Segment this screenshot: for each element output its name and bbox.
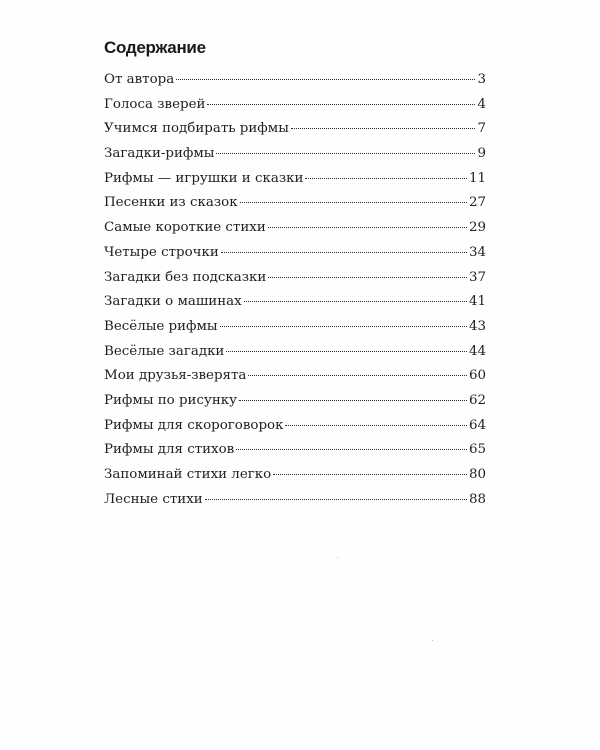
toc-entry-title: Учимся подбирать рифмы — [104, 121, 289, 137]
dot-leader — [216, 153, 475, 154]
toc-entry-page: 34 — [468, 244, 486, 260]
toc-entry — [104, 319, 486, 344]
toc-entry-page: 44 — [468, 343, 486, 359]
toc-entry-title: Лесные стихи — [104, 491, 203, 507]
toc-entry — [104, 442, 486, 467]
toc-entry-page: 27 — [468, 195, 486, 211]
dot-leader — [291, 128, 476, 129]
toc-entry-title: Голоса зверей — [104, 96, 206, 112]
toc-entry — [104, 220, 486, 245]
toc-entry-title: Загадки-рифмы — [104, 146, 215, 162]
dot-leader — [268, 277, 467, 278]
toc-entry — [104, 467, 486, 492]
toc-entry-page: 88 — [468, 491, 486, 507]
dot-leader — [244, 301, 467, 302]
toc-entry-title: Рифмы по рисунку — [104, 392, 238, 408]
table-of-contents — [104, 72, 486, 516]
toc-entry — [104, 97, 486, 122]
toc-entry — [104, 393, 486, 418]
toc-entry — [104, 368, 486, 393]
dot-leader — [285, 425, 467, 426]
toc-entry — [104, 121, 486, 146]
dot-leader — [248, 375, 467, 376]
dot-leader — [273, 474, 467, 475]
toc-entry-title: Весёлые загадки — [104, 343, 225, 359]
dot-leader — [226, 351, 467, 352]
toc-entry-title: От автора — [104, 72, 175, 87]
toc-entry-page: 7 — [477, 121, 486, 137]
toc-entry-page: 4 — [477, 96, 486, 112]
toc-entry — [104, 245, 486, 270]
toc-entry-title: Рифмы — игрушки и сказки — [104, 170, 304, 186]
toc-entry — [104, 344, 486, 369]
toc-entry-page: 62 — [468, 392, 486, 408]
dot-leader — [268, 227, 467, 228]
dot-leader — [236, 449, 467, 450]
dot-leader — [305, 178, 467, 179]
paper-speck — [337, 557, 338, 558]
toc-entry-title: Запоминай стихи легко — [104, 467, 272, 482]
dot-leader — [205, 499, 467, 500]
toc-entry-page: 9 — [477, 146, 486, 162]
toc-entry — [104, 146, 486, 171]
toc-entry-page: 3 — [477, 72, 486, 87]
toc-entry-title: Четыре строчки — [104, 244, 219, 260]
dot-leader — [240, 202, 467, 203]
toc-entry-page: 80 — [468, 467, 486, 482]
dot-leader — [220, 326, 467, 327]
toc-entry-title: Рифмы для стихов — [104, 442, 235, 458]
toc-entry-title: Загадки о машинах — [104, 294, 242, 310]
dot-leader — [239, 400, 467, 401]
toc-entry-title: Мои друзья-зверята — [104, 368, 247, 384]
toc-entry-page: 60 — [468, 368, 486, 384]
toc-entry-page: 41 — [468, 294, 486, 310]
toc-entry-title: Песенки из сказок — [104, 195, 238, 211]
dot-leader — [176, 79, 475, 80]
toc-entry — [104, 492, 486, 517]
toc-entry-page: 29 — [468, 220, 486, 236]
toc-entry — [104, 195, 486, 220]
toc-entry-title: Загадки без подсказки — [104, 269, 267, 285]
dot-leader — [207, 104, 475, 105]
dot-leader — [221, 252, 467, 253]
paper-speck — [432, 640, 433, 641]
page-title: Содержание — [104, 38, 206, 57]
toc-entry-page: 37 — [468, 269, 486, 285]
toc-entry-page: 65 — [468, 442, 486, 458]
toc-entry — [104, 294, 486, 319]
toc-entry-page: 11 — [468, 170, 486, 186]
toc-entry-page: 64 — [468, 417, 486, 433]
toc-entry-title: Весёлые рифмы — [104, 318, 218, 334]
toc-entry — [104, 171, 486, 196]
toc-entry — [104, 418, 486, 443]
toc-entry — [104, 270, 486, 295]
toc-entry-title: Рифмы для скороговорок — [104, 417, 284, 433]
toc-entry-page: 43 — [468, 318, 486, 334]
toc-entry-title: Самые короткие стихи — [104, 220, 266, 236]
toc-entry — [104, 72, 486, 97]
